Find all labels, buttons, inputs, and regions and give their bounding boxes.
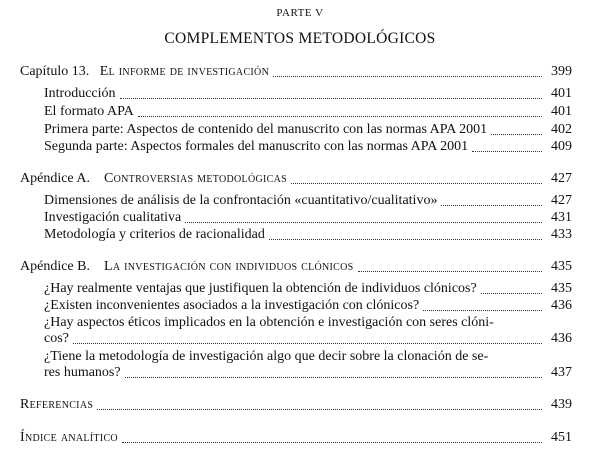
page-number: 427 bbox=[551, 171, 572, 186]
chapter-title: El informe de investigación bbox=[99, 64, 270, 79]
dot-leader bbox=[269, 239, 542, 240]
toc-entry[interactable] bbox=[44, 122, 572, 138]
entry-label-line-1: ¿Tiene la metodología de investigación algo que decir sobre la clonación de se- bbox=[44, 349, 489, 364]
dot-leader bbox=[185, 222, 542, 223]
dot-leader bbox=[472, 151, 542, 152]
appendix-title: Controversias metodológicas bbox=[103, 171, 287, 186]
toc-entry[interactable] bbox=[44, 281, 572, 297]
dot-leader bbox=[423, 310, 542, 311]
appendix-prefix: Apéndice A. bbox=[20, 171, 90, 186]
entry-label: Metodología y criterios de racionalidad bbox=[44, 227, 265, 242]
dot-leader bbox=[291, 183, 542, 184]
page-number: 435 bbox=[551, 281, 572, 296]
toc-entry[interactable] bbox=[44, 298, 572, 314]
toc-entry-index[interactable] bbox=[20, 430, 572, 446]
page-number: 451 bbox=[551, 430, 572, 445]
page-number: 402 bbox=[551, 122, 572, 137]
dot-leader bbox=[481, 293, 542, 294]
toc-entry[interactable] bbox=[44, 86, 572, 102]
dot-leader bbox=[73, 343, 542, 344]
dot-leader bbox=[491, 134, 542, 135]
chapter-prefix: Capítulo 13. bbox=[20, 64, 90, 79]
toc-entry-appendix-b[interactable] bbox=[20, 259, 572, 275]
dot-leader bbox=[120, 98, 542, 99]
entry-label: ¿Hay realmente ventajas que justifiquen la obtención de individuos clónicos? bbox=[44, 281, 477, 296]
dot-leader bbox=[122, 442, 542, 443]
toc-entry[interactable] bbox=[44, 210, 572, 226]
section-heading: COMPLEMENTOS METODOLÓGICOS bbox=[164, 30, 436, 47]
toc-entry[interactable] bbox=[44, 331, 572, 347]
dot-leader bbox=[97, 409, 542, 410]
dot-leader bbox=[358, 271, 542, 272]
toc-entry[interactable] bbox=[44, 139, 572, 155]
page-number: 439 bbox=[551, 397, 572, 412]
entry-label: Primera parte: Aspectos de contenido del manuscrito con las normas APA 2001 bbox=[44, 122, 488, 137]
entry-label-line-1: ¿Hay aspectos éticos implicados en la obtención e investigación con seres clóni- bbox=[44, 315, 494, 330]
entry-label: ¿Existen inconvenientes asociados a la investigación con clónicos? bbox=[44, 298, 420, 313]
page-number: 431 bbox=[551, 210, 572, 225]
dot-leader bbox=[138, 116, 542, 117]
part-label: PARTE V bbox=[276, 7, 324, 19]
entry-label-line-2: cos? bbox=[44, 331, 69, 346]
page-number: 401 bbox=[551, 86, 572, 101]
page-number: 435 bbox=[551, 259, 572, 274]
appendix-title: La investigación con individuos clónicos bbox=[103, 259, 354, 274]
page-number: 427 bbox=[551, 193, 572, 208]
page-number: 399 bbox=[551, 64, 572, 79]
references-title: Referencias bbox=[20, 397, 94, 412]
toc-entry[interactable] bbox=[44, 365, 572, 381]
toc-entry[interactable] bbox=[44, 193, 572, 209]
entry-label: Segunda parte: Aspectos formales del manuscrito con las normas APA 2001 bbox=[44, 139, 469, 154]
toc-entry[interactable] bbox=[44, 104, 572, 120]
toc-entry[interactable] bbox=[44, 227, 572, 243]
toc-entry-appendix-a[interactable] bbox=[20, 171, 572, 187]
toc-entry-chapter-13[interactable] bbox=[20, 64, 572, 80]
dot-leader bbox=[273, 76, 542, 77]
page-number: 436 bbox=[551, 331, 572, 346]
entry-label-line-2: res humanos? bbox=[44, 365, 121, 380]
appendix-prefix: Apéndice B. bbox=[20, 259, 90, 274]
entry-label: Investigación cualitativa bbox=[44, 210, 182, 225]
entry-label: Dimensiones de análisis de la confrontación «cuantitativo/cualitativo» bbox=[44, 193, 438, 208]
dot-leader bbox=[125, 377, 542, 378]
dot-leader bbox=[441, 205, 542, 206]
page-number: 433 bbox=[551, 227, 572, 242]
toc-entry-references[interactable] bbox=[20, 397, 572, 413]
page-number: 437 bbox=[551, 365, 572, 380]
entry-label: Introducción bbox=[44, 86, 116, 101]
entry-label: El formato APA bbox=[44, 104, 134, 119]
page-number: 401 bbox=[551, 104, 572, 119]
index-title: Índice analítico bbox=[20, 430, 118, 445]
page-number: 409 bbox=[551, 139, 572, 154]
page-number: 436 bbox=[551, 298, 572, 313]
